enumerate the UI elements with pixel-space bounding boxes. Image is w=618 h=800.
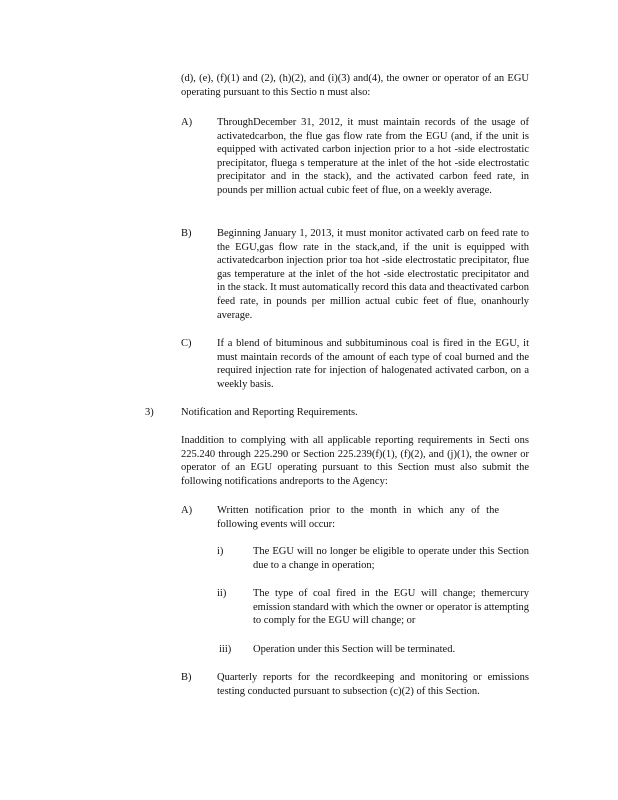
item-a-label: A) [181,117,193,128]
item-b-text: Beginning January 1, 2013, it must monitor activated carb on feed rate to the EGU,gas flow rate in the stack,and, if the unit is equipped with activatedcarbon injection prior toa hot -side electrostatic precipitator, flue gas temperature at the inlet of the hot -side electrostatic precipitator and in the stack. It must automatically record this data and theactivated carbon feed rate, in pounds per million actual cubic feet of flue, onanhourly average. [217,228,529,321]
section-paragraph: Inaddition to complying with all applicable reporting requirements in Secti ons 225.240 through 225.290 or Section 225.239(f)(1), (f)(2), and (j)(1), the owner or operator of an EGU operating pursuant to this Section must also submit the following notifications andreports to the Agency: [181,435,529,487]
section-heading: Notification and Reporting Requirements. [181,407,358,418]
intro-paragraph: (d), (e), (f)(1) and (2), (h)(2), and (i)(3) and(4), the owner or operator of an EGU operating pursuant to this Sectio n must also: [181,73,529,98]
subitem-ii-label: ii) [217,588,227,599]
subitem-i-label: i) [217,546,224,557]
item-c-text: If a blend of bituminous and subbituminous coal is fired in the EGU, it must maintain records of the amount of each type of coal burned and the required injection rate for injection of halogenated activated carbon, on a weekly basis. [217,338,529,390]
item-b-label: B) [181,228,192,239]
subitem-i-text: The EGU will no longer be eligible to operate under this Section due to a change in operation; [253,546,529,571]
item-a-text: ThroughDecember 31, 2012, it must maintain records of the usage of activatedcarbon, the flue gas flow rate from the EGU (and, if the unit is equipped with activated carbon injection prior to a hot -side electrostatic precipitator, fluega s temperature at the inlet of the hot -side electrostatic precipitator and in the stack), and the activated carbon feed rate, in pounds per million actual cubic feet of flue, on a weekly average. [217,117,529,196]
notification-item-a-label: A) [181,505,193,516]
subitem-iii-label: iii) [219,644,232,655]
notification-item-b-text: Quarterly reports for the recordkeeping and monitoring or emissions testing conducted pursuant to subsection (c)(2) of this Section. [217,672,529,697]
notification-item-b-label: B) [181,672,192,683]
subitem-ii-text: The type of coal fired in the EGU will change; themercury emission standard with which the owner or operator is attempting to comply for the EGU will change; or [253,588,529,627]
subitem-iii-text: Operation under this Section will be terminated. [253,644,456,655]
section-number: 3) [145,407,154,418]
notification-item-a-text: Written notification prior to the month in which any of the following events will occur: [217,505,499,530]
item-c-label: C) [181,338,192,349]
